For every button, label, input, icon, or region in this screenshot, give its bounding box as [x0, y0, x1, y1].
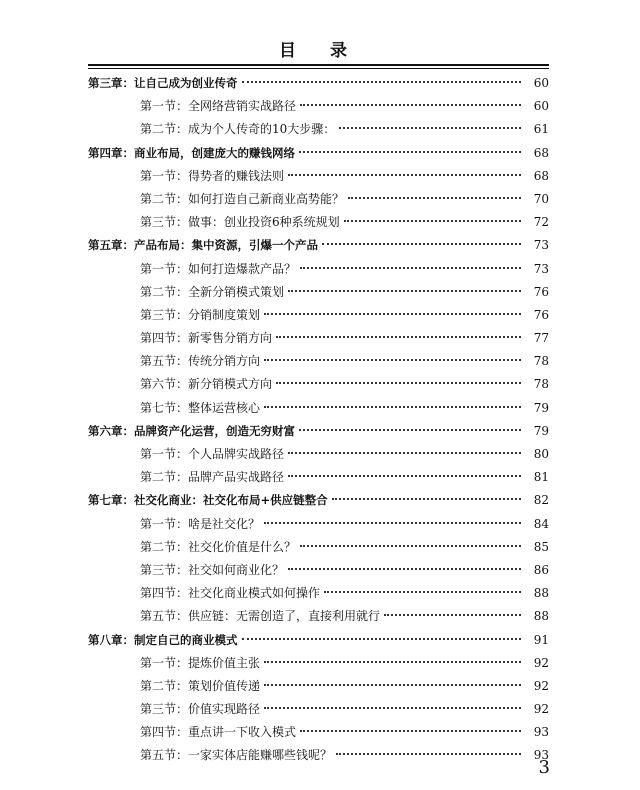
- toc-entry-page: 88: [533, 586, 549, 601]
- dot-leader: [332, 498, 521, 500]
- toc-section-entry[interactable]: [88, 165, 549, 188]
- toc-entry-title: 做事：创业投资6种系统规划: [188, 215, 340, 230]
- toc-entry-title: 成为个人传奇的10大步骤：: [188, 122, 336, 137]
- toc-entry-title: 提炼价值主张: [188, 655, 261, 670]
- toc-entry-label: 第五节：: [140, 609, 189, 624]
- toc-entry-label: 第八章：: [88, 632, 134, 647]
- toc-section-entry[interactable]: [88, 188, 549, 211]
- table-of-contents: [88, 72, 549, 768]
- dot-leader: [339, 127, 521, 129]
- toc-entry-label: 第二节：: [140, 678, 189, 693]
- toc-entry-title: 让自己成为创业传奇: [134, 76, 238, 90]
- toc-entry-label: 第四节：: [140, 725, 189, 740]
- toc-entry-label: 第一节：: [140, 168, 189, 183]
- toc-entry-label: 第二节：: [140, 284, 189, 299]
- toc-section-entry[interactable]: [88, 605, 549, 628]
- toc-entry-page: 81: [533, 470, 549, 485]
- dot-leader: [344, 220, 521, 222]
- toc-entry-page: 78: [533, 377, 549, 392]
- toc-entry-page: 86: [533, 562, 549, 577]
- toc-entry-page: 76: [533, 284, 549, 299]
- toc-entry-label: 第三节：: [140, 562, 189, 577]
- toc-entry-page: 68: [533, 145, 549, 160]
- toc-section-entry[interactable]: [88, 211, 549, 234]
- toc-entry-page: 60: [533, 99, 549, 114]
- dot-leader: [324, 591, 521, 593]
- toc-section-entry[interactable]: [88, 258, 549, 281]
- dot-leader: [300, 104, 521, 106]
- dot-leader: [276, 336, 521, 338]
- toc-entry-page: 91: [533, 632, 549, 647]
- toc-chapter-entry[interactable]: [88, 72, 549, 95]
- toc-entry-title: 得势者的赚钱法则: [188, 168, 285, 183]
- toc-entry-title: 社交如何商业化？: [188, 562, 285, 577]
- toc-entry-page: 73: [533, 238, 549, 253]
- page-number: 3: [538, 757, 550, 778]
- toc-entry-page: 80: [533, 447, 549, 461]
- toc-entry-title: 价值实现路径: [188, 702, 261, 717]
- toc-entry-title: 产品布局：集中资源，引爆一个产品: [134, 238, 318, 253]
- toc-entry-title: 社交化商业：社交化布局+供应链整合: [134, 493, 328, 508]
- toc-section-entry[interactable]: [88, 350, 549, 373]
- toc-entry-label: 第五章：: [88, 238, 134, 253]
- toc-entry-page: 92: [533, 702, 549, 717]
- dot-leader: [299, 429, 521, 431]
- toc-entry-title: 啥是社交化？: [188, 516, 261, 531]
- toc-chapter-entry[interactable]: [88, 420, 549, 443]
- toc-entry-title: 品牌资产化运营，创造无穷财富: [134, 423, 295, 438]
- toc-entry-title: 供应链：无需创造了，直接利用就行: [188, 609, 381, 624]
- toc-entry-label: 第二节：: [140, 122, 189, 137]
- toc-chapter-entry[interactable]: [88, 234, 549, 257]
- header-rule-thin: [88, 68, 549, 69]
- toc-entry-title: 品牌产品实战路径: [188, 470, 285, 485]
- toc-entry-title: 如何打造自己新商业高势能？: [188, 191, 345, 206]
- dot-leader: [264, 707, 521, 709]
- toc-entry-title: 社交化价值是什么？: [188, 539, 297, 554]
- toc-entry-title: 整体运营核心: [188, 400, 261, 415]
- dot-leader: [288, 174, 521, 176]
- toc-entry-page: 79: [533, 400, 549, 415]
- toc-entry-page: 78: [533, 354, 549, 369]
- toc-section-entry[interactable]: [88, 536, 549, 559]
- toc-entry-title: 制定自己的商业模式: [134, 632, 238, 647]
- toc-entry-title: 新分销模式方向: [188, 377, 273, 392]
- toc-entry-label: 第六节：: [140, 377, 189, 392]
- toc-entry-page: 92: [533, 678, 549, 693]
- toc-entry-label: 第三节：: [140, 702, 189, 717]
- dot-leader: [299, 151, 521, 153]
- toc-entry-label: 第三章：: [88, 76, 134, 90]
- toc-entry-page: 77: [533, 331, 549, 346]
- toc-entry-label: 第七节：: [140, 400, 189, 415]
- toc-entry-page: 92: [533, 655, 549, 670]
- toc-section-entry[interactable]: [88, 698, 549, 721]
- toc-chapter-entry[interactable]: [88, 629, 549, 652]
- toc-section-entry[interactable]: [88, 95, 549, 118]
- toc-chapter-entry[interactable]: [88, 489, 549, 512]
- toc-entry-label: 第四节：: [140, 586, 189, 601]
- dot-leader: [288, 290, 521, 292]
- toc-entry-label: 第七章：: [88, 493, 134, 508]
- dot-leader: [348, 197, 521, 199]
- toc-entry-title: 社交化商业模式如何操作: [188, 586, 321, 601]
- dot-leader: [242, 81, 522, 83]
- toc-entry-page: 76: [533, 307, 549, 322]
- toc-entry-page: 72: [533, 215, 549, 230]
- toc-entry-page: 82: [533, 493, 549, 508]
- toc-section-entry[interactable]: [88, 559, 549, 582]
- dot-leader: [242, 638, 522, 640]
- dot-leader: [300, 267, 521, 269]
- toc-entry-title: 传统分销方向: [188, 354, 261, 369]
- dot-leader: [288, 568, 521, 570]
- toc-section-entry[interactable]: [88, 373, 549, 396]
- toc-section-entry[interactable]: [88, 397, 549, 420]
- dot-leader: [288, 475, 521, 477]
- toc-entry-label: 第一节：: [140, 261, 189, 276]
- dot-leader: [264, 359, 521, 361]
- toc-entry-label: 第四节：: [140, 331, 189, 346]
- toc-entry-title: 策划价值传递: [188, 678, 261, 693]
- toc-entry-title: 新零售分销方向: [188, 331, 273, 346]
- toc-section-entry[interactable]: [88, 513, 549, 536]
- toc-entry-label: 第二节：: [140, 539, 189, 554]
- dot-leader: [288, 452, 521, 454]
- toc-section-entry[interactable]: [88, 304, 549, 327]
- toc-entry-title: 全新分销模式策划: [188, 284, 285, 299]
- dot-leader: [276, 382, 521, 384]
- toc-entry-label: 第六章：: [88, 423, 134, 438]
- toc-entry-page: 68: [533, 168, 549, 183]
- toc-entry-label: 第一节：: [140, 655, 189, 670]
- header-rule: [88, 64, 549, 66]
- toc-entry-label: 第一节：: [140, 516, 189, 531]
- toc-entry-title: 全网络营销实战路径: [188, 99, 297, 114]
- toc-entry-title: 一家实体店能赚哪些钱呢？: [188, 748, 333, 763]
- dot-leader: [384, 614, 521, 616]
- toc-section-entry[interactable]: [88, 582, 549, 605]
- dot-leader: [264, 661, 521, 663]
- toc-entry-page: 70: [533, 191, 549, 206]
- toc-entry-label: 第五节：: [140, 748, 189, 763]
- toc-entry-label: 第三节：: [140, 307, 189, 322]
- dot-leader: [336, 753, 521, 755]
- toc-entry-page: 73: [533, 261, 549, 276]
- toc-entry-page: 60: [533, 76, 549, 90]
- toc-section-entry[interactable]: [88, 118, 549, 141]
- dot-leader: [300, 545, 521, 547]
- toc-chapter-entry[interactable]: [88, 142, 549, 165]
- toc-section-entry[interactable]: [88, 327, 549, 350]
- toc-entry-label: 第二节：: [140, 470, 189, 485]
- dot-leader: [322, 243, 521, 245]
- toc-entry-label: 第三节：: [140, 215, 189, 230]
- dot-leader: [264, 406, 521, 408]
- toc-entry-label: 第五节：: [140, 354, 189, 369]
- dot-leader: [264, 684, 521, 686]
- toc-entry-page: 85: [533, 539, 549, 554]
- dot-leader: [264, 522, 521, 524]
- toc-entry-label: 第一节：: [140, 447, 189, 461]
- dot-leader: [300, 730, 521, 732]
- toc-section-entry[interactable]: [88, 652, 549, 675]
- dot-leader: [264, 313, 521, 315]
- toc-entry-page: 93: [533, 725, 549, 740]
- toc-entry-label: 第二节：: [140, 191, 189, 206]
- toc-entry-page: 93: [533, 748, 549, 763]
- toc-entry-label: 第四章：: [88, 145, 134, 160]
- toc-entry-label: 第一节：: [140, 99, 189, 114]
- toc-section-entry[interactable]: [88, 443, 549, 466]
- toc-section-entry[interactable]: [88, 744, 549, 767]
- toc-entry-title: 重点讲一下收入模式: [188, 725, 297, 740]
- toc-section-entry[interactable]: [88, 675, 549, 698]
- toc-entry-page: 88: [533, 609, 549, 624]
- toc-entry-title: 个人品牌实战路径: [188, 447, 285, 461]
- toc-entry-page: 61: [533, 122, 549, 137]
- toc-entry-title: 分销制度策划: [188, 307, 261, 322]
- toc-entry-page: 79: [533, 423, 549, 438]
- page-title: 目 录: [279, 41, 361, 61]
- toc-entry-title: 如何打造爆款产品？: [188, 261, 297, 276]
- toc-entry-page: 84: [533, 516, 549, 531]
- toc-section-entry[interactable]: [88, 281, 549, 304]
- toc-section-entry[interactable]: [88, 721, 549, 744]
- toc-entry-title: 商业布局，创建庞大的赚钱网络: [134, 145, 295, 160]
- toc-section-entry[interactable]: [88, 466, 549, 489]
